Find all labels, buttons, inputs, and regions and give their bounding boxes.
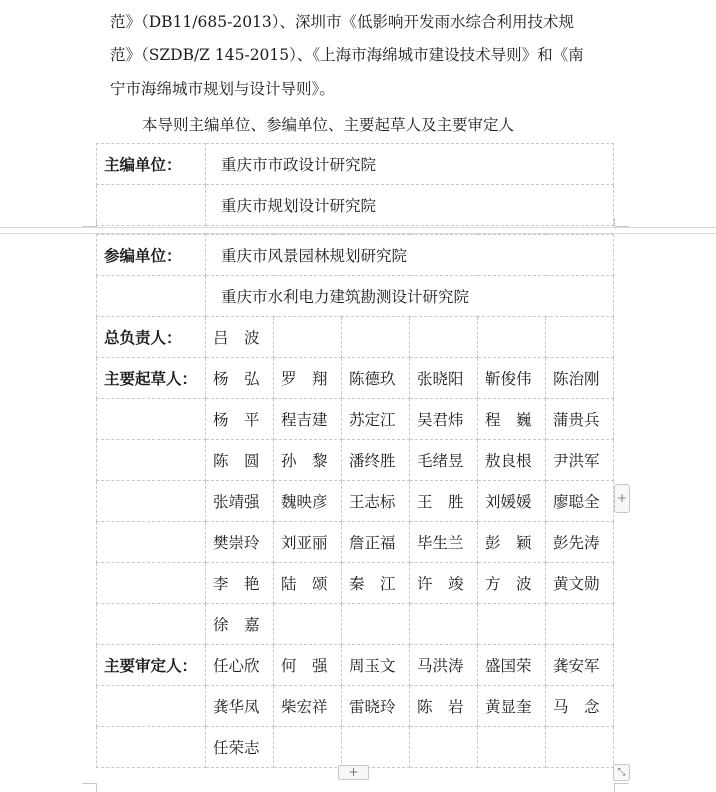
table-row [97,317,614,358]
table-row [97,563,614,604]
reviewer-name-cell: 盛国荣 [478,645,546,686]
drafter-name-cell: 黄文勋 [546,563,614,604]
drafter-name-cell: 张靖强 [206,481,274,522]
drafter-label: 主要起草人： [97,358,206,399]
drafter-name-cell [410,604,478,645]
drafter-name-cell: 魏映彦 [274,481,342,522]
drafter-name-cell: 徐 嘉 [206,604,274,645]
reviewer-name-cell: 龚安军 [546,645,614,686]
drafter-name-cell: 杨 弘 [206,358,274,399]
drafter-name-cell: 吴君炜 [410,399,478,440]
reviewer-name-cell [274,727,342,768]
reviewer-name-cell: 柴宏祥 [274,686,342,727]
drafter-name-cell: 罗 翔 [274,358,342,399]
reviewer-name-cell: 马洪涛 [410,645,478,686]
empty-cell [97,563,206,604]
drafter-name-cell: 方 波 [478,563,546,604]
chief-editor-label: 主编单位： [97,144,206,185]
add-column-button[interactable]: + [614,484,630,513]
drafter-name-cell: 陈 圆 [206,440,274,481]
reviewer-name-cell [546,727,614,768]
drafter-name-cell: 樊崇玲 [206,522,274,563]
reviewer-name-cell: 周玉文 [342,645,410,686]
drafter-name-cell: 许 竣 [410,563,478,604]
table-row [97,481,614,522]
paragraph-line-2: 范》（SZDB/Z 145-2015）、《上海市海绵城市建设技术导则》和《南 [110,46,584,64]
page-edge-top [0,227,716,228]
chief-editor-table [96,143,614,226]
reviewer-name-cell [410,727,478,768]
add-row-button[interactable]: + [338,765,369,780]
reviewer-name-cell: 任荣志 [206,727,274,768]
drafter-name-cell: 尹洪军 [546,440,614,481]
co-editor-unit: 重庆市风景园林规划研究院 [206,235,614,276]
drafter-name-cell: 靳俊伟 [478,358,546,399]
chief-editor-unit: 重庆市市政设计研究院 [206,144,614,185]
drafter-name-cell: 杨 平 [206,399,274,440]
drafter-name-cell: 敖良根 [478,440,546,481]
table-row [97,686,614,727]
drafter-name-cell: 彭 颖 [478,522,546,563]
paragraph-line-1: 范》（DB11/685-2013）、深圳市《低影响开发雨水综合利用技术规 [110,13,575,31]
table-row [97,604,614,645]
drafter-name-cell: 毕生兰 [410,522,478,563]
page-corner-mark [82,218,97,227]
co-editor-unit: 重庆市水利电力建筑勘测设计研究院 [206,276,614,317]
reviewer-name-cell: 马 念 [546,686,614,727]
table-row [97,144,614,185]
empty-cell [97,399,206,440]
drafter-name-cell: 程吉建 [274,399,342,440]
drafter-name-cell: 彭先涛 [546,522,614,563]
co-editor-label: 参编单位： [97,235,206,276]
empty-cell [97,604,206,645]
drafter-name-cell: 孙 黎 [274,440,342,481]
empty-cell [97,440,206,481]
table-row [97,276,614,317]
table-row [97,645,614,686]
leader-name-cell: 吕 波 [206,317,274,358]
personnel-table [96,234,614,768]
empty-cell [97,522,206,563]
drafter-name-cell [274,604,342,645]
leader-name-cell [410,317,478,358]
leader-name-cell [478,317,546,358]
leader-name-cell [274,317,342,358]
leader-name-cell [546,317,614,358]
table-row [97,185,614,226]
drafter-name-cell: 詹正福 [342,522,410,563]
table-row [97,399,614,440]
reviewer-name-cell [342,727,410,768]
drafter-name-cell: 陆 颂 [274,563,342,604]
drafter-name-cell: 王志标 [342,481,410,522]
reviewer-name-cell: 何 强 [274,645,342,686]
drafter-name-cell: 蒲贵兵 [546,399,614,440]
leader-label: 总负责人： [97,317,206,358]
reviewer-name-cell: 龚华凤 [206,686,274,727]
empty-cell [97,686,206,727]
drafter-name-cell [478,604,546,645]
drafter-name-cell: 刘亚丽 [274,522,342,563]
table-row [97,440,614,481]
drafter-name-cell: 刘媛媛 [478,481,546,522]
chief-editor-unit: 重庆市规划设计研究院 [206,185,614,226]
reviewer-name-cell: 黄显奎 [478,686,546,727]
leader-name-cell [342,317,410,358]
drafter-name-cell: 秦 江 [342,563,410,604]
empty-cell [97,276,206,317]
drafter-name-cell: 张晓阳 [410,358,478,399]
table-row [97,522,614,563]
drafter-name-cell: 陈治刚 [546,358,614,399]
table-row [97,358,614,399]
drafter-name-cell: 苏定江 [342,399,410,440]
drafter-name-cell: 王 胜 [410,481,478,522]
reviewer-label: 主要审定人： [97,645,206,686]
reviewer-name-cell [478,727,546,768]
drafter-name-cell: 李 艳 [206,563,274,604]
table-resize-handle[interactable]: ⤡ [613,764,630,781]
drafter-name-cell: 程 巍 [478,399,546,440]
page-corner-mark [614,218,629,227]
drafter-name-cell: 毛绪昱 [410,440,478,481]
paragraph-line-3: 宁市海绵城市规划与设计导则》。 [110,80,335,98]
table-row [97,235,614,276]
drafter-name-cell [342,604,410,645]
empty-cell [97,481,206,522]
drafter-name-cell: 潘终胜 [342,440,410,481]
drafter-name-cell: 廖聪全 [546,481,614,522]
empty-cell [97,727,206,768]
empty-cell [97,185,206,226]
reviewer-name-cell: 雷晓玲 [342,686,410,727]
table-row [97,727,614,768]
intro-sentence: 本导则主编单位、参编单位、主要起草人及主要审定人 [142,116,515,134]
reviewer-name-cell: 任心欣 [206,645,274,686]
reviewer-name-cell: 陈 岩 [410,686,478,727]
drafter-name-cell [546,604,614,645]
drafter-name-cell: 陈德玖 [342,358,410,399]
